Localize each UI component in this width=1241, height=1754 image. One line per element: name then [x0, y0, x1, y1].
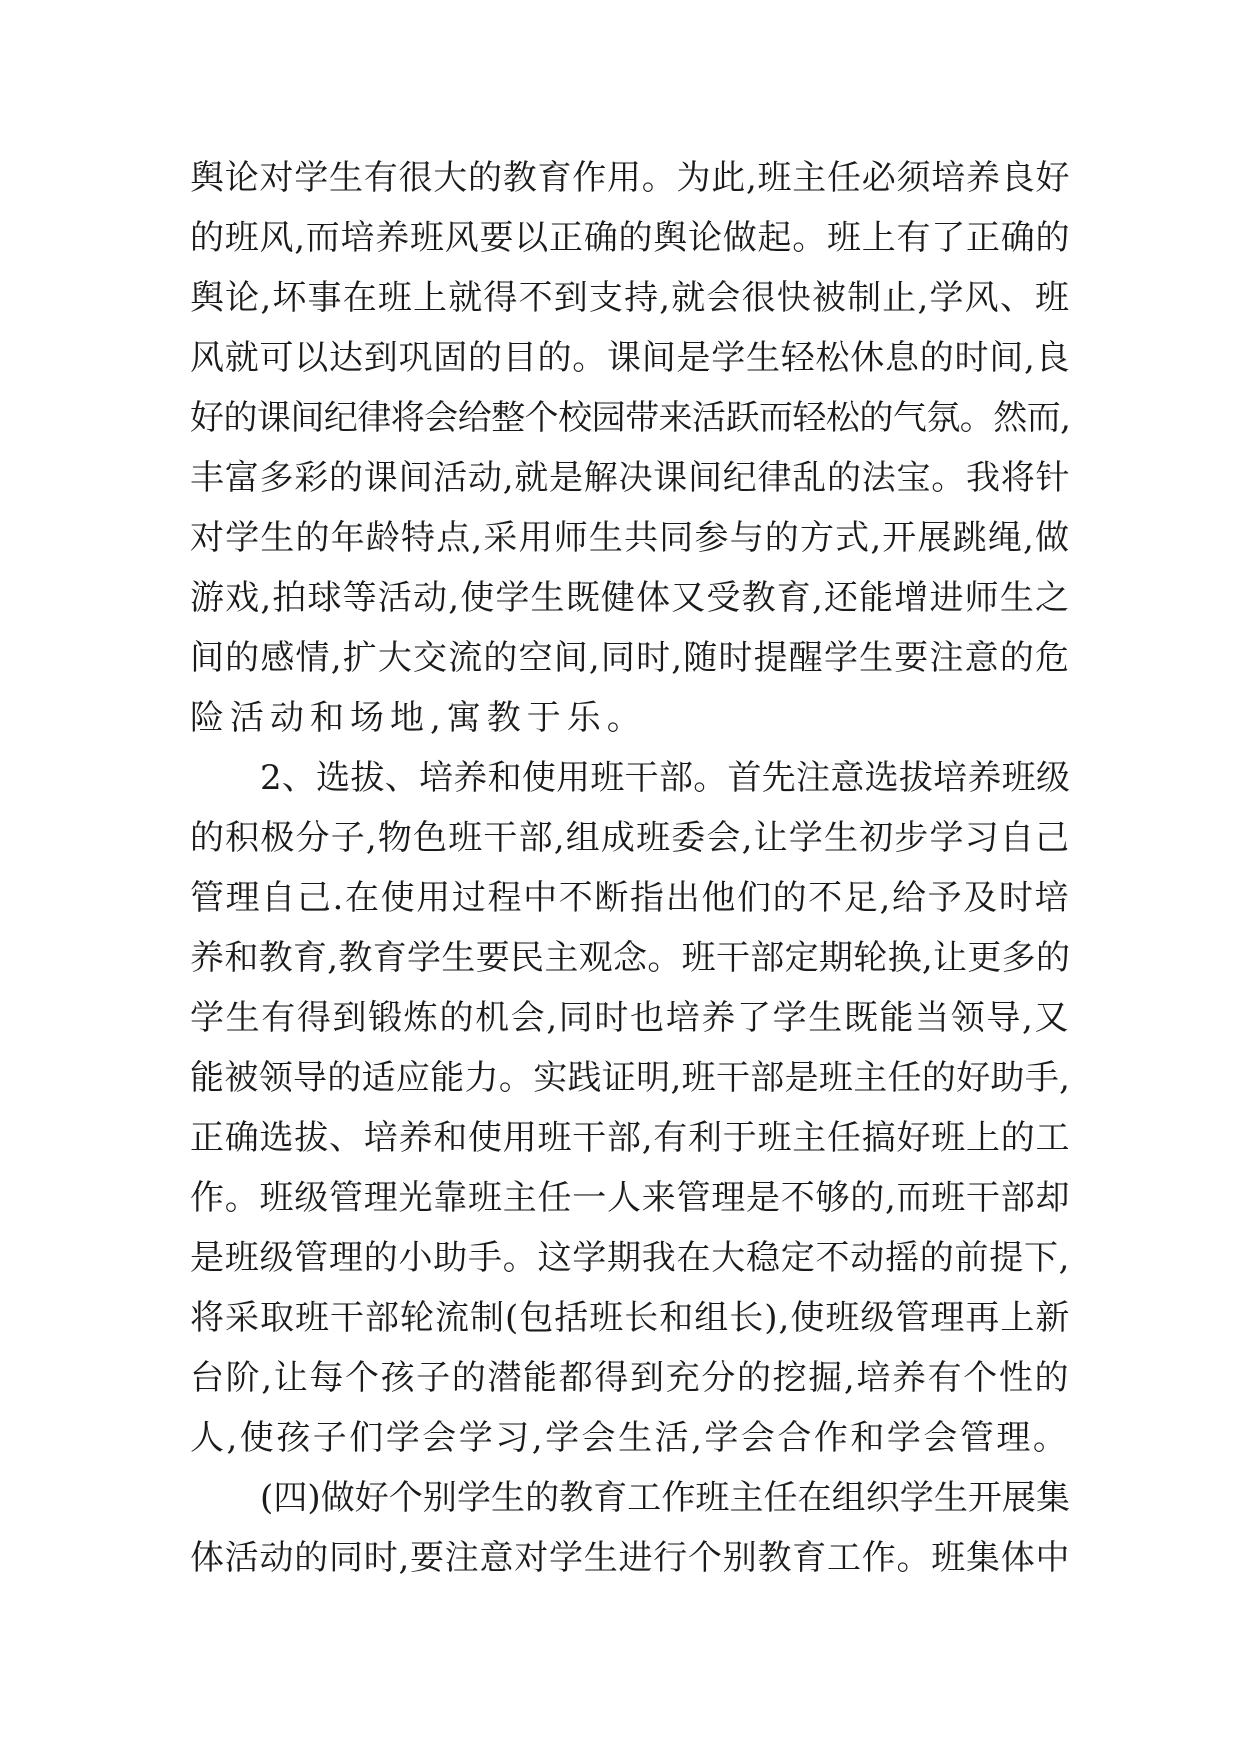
text-line: 能被领导的适应能力。实践证明,班干部是班主任的好助手, — [190, 1058, 1070, 1098]
text-line: 丰富多彩的课间活动,就是解决课间纪律乱的法宝。我将针 — [190, 458, 1070, 498]
text-line: 将采取班干部轮流制(包括班长和组长),使班级管理再上新 — [190, 1298, 1071, 1338]
text-line: 舆论对学生有很大的教育作用。为此,班主任必须培养良好 — [190, 158, 1070, 198]
text-line: 体活动的同时,要注意对学生进行个别教育工作。班集体中 — [190, 1538, 1070, 1578]
text-line: 养和教育,教育学生要民主观念。班干部定期轮换,让更多的 — [190, 938, 1070, 978]
text-line: 正确选拔、培养和使用班干部,有利于班主任搞好班上的工 — [190, 1118, 1070, 1158]
paragraph-start-line: 2、选拔、培养和使用班干部。首先注意选拔培养班级 — [260, 758, 1070, 798]
text-line: 管理自己.在使用过程中不断指出他们的不足,给予及时培 — [190, 878, 1070, 918]
text-line: 好的课间纪律将会给整个校园带来活跃而轻松的气氛。然而, — [190, 398, 1070, 438]
text-line: 学生有得到锻炼的机会,同时也培养了学生既能当领导,又 — [190, 998, 1070, 1038]
text-line: 作。班级管理光靠班主任一人来管理是不够的,而班干部却 — [190, 1178, 1070, 1218]
text-line: 游戏,拍球等活动,使学生既健体又受教育,还能增进师生之 — [190, 578, 1070, 618]
text-line: 舆论,坏事在班上就得不到支持,就会很快被制止,学风、班 — [190, 278, 1070, 318]
text-line: 台阶,让每个孩子的潜能都得到充分的挖掘,培养有个性的 — [190, 1358, 1070, 1398]
text-line: 风就可以达到巩固的目的。课间是学生轻松休息的时间,良 — [190, 338, 1070, 378]
text-line: 的积极分子,物色班干部,组成班委会,让学生初步学习自己 — [190, 818, 1070, 858]
text-line: 间的感情,扩大交流的空间,同时,随时提醒学生要注意的危 — [190, 638, 1070, 678]
paragraph-end-line: 人,使孩子们学会学习,学会生活,学会合作和学会管理。 — [190, 1418, 1070, 1458]
paragraph-end-line: 险活动和场地,寓教于乐。 — [190, 698, 647, 738]
paragraph-start-line: (四)做好个别学生的教育工作班主任在组织学生开展集 — [260, 1478, 1070, 1518]
text-line: 的班风,而培养班风要以正确的舆论做起。班上有了正确的 — [190, 218, 1070, 258]
document-body — [190, 148, 1070, 1588]
text-line: 对学生的年龄特点,采用师生共同参与的方式,开展跳绳,做 — [190, 518, 1070, 558]
text-line: 是班级管理的小助手。这学期我在大稳定不动摇的前提下, — [190, 1238, 1070, 1278]
